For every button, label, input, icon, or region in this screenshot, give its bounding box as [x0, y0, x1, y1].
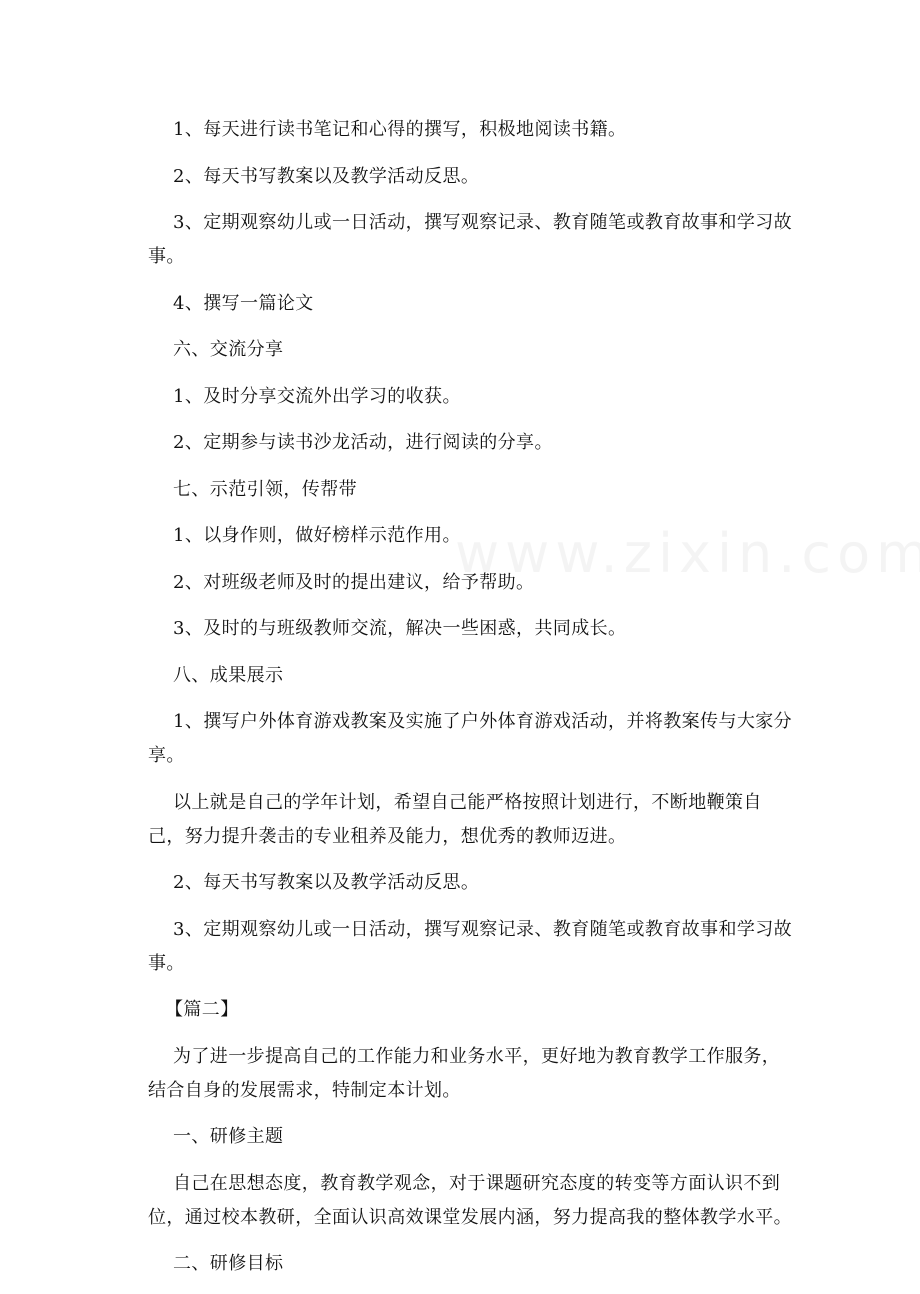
paragraph [173, 426, 813, 460]
paragraph [173, 160, 813, 194]
section-heading [165, 993, 813, 1027]
paragraph [173, 866, 813, 900]
paragraph [173, 287, 813, 321]
paragraph-line: 2、定期参与读书沙龙活动，进行阅读的分享。 [173, 432, 553, 453]
paragraph [173, 333, 813, 367]
paragraph [173, 1120, 813, 1154]
paragraph [173, 659, 813, 693]
paragraph-line: 1、以身作则，做好榜样示范作用。 [173, 525, 461, 546]
paragraph-line: 己，努力提升袭击的专业租养及能力，想优秀的教师迈进。 [148, 825, 627, 847]
paragraph-line: 1、及时分享交流外出学习的收获。 [173, 385, 461, 407]
paragraph [148, 913, 813, 981]
paragraph-line: 2、每天书写教案以及教学活动反思。 [173, 872, 480, 893]
paragraph-line: 2、每天书写教案以及教学活动反思。 [173, 165, 480, 187]
paragraph-line: 【篇二】 [165, 999, 239, 1020]
paragraph [148, 705, 813, 773]
paragraph [148, 1040, 813, 1108]
paragraph [173, 380, 813, 414]
paragraph [148, 786, 813, 854]
paragraph [173, 473, 813, 507]
paragraph-line: 3、定期观察幼儿或一日活动，撰写观察记录、教育随笔或教育故事和学习故 [173, 918, 793, 940]
paragraph-line: 享。 [148, 745, 185, 766]
paragraph-line: 3、及时的与班级教师交流，解决一些困惑，共同成长。 [173, 618, 627, 639]
document-body [148, 113, 813, 1294]
paragraph [148, 1167, 813, 1235]
paragraph-line: 自己在思想态度，教育教学观念，对于课题研究态度的转变等方面认识不到 [173, 1172, 781, 1194]
paragraph [173, 113, 813, 147]
paragraph-line: 七、示范引领，传帮带 [173, 478, 357, 500]
paragraph-line: 事。 [148, 952, 185, 974]
paragraph [173, 519, 813, 553]
paragraph-line: 结合自身的发展需求，特制定本计划。 [148, 1079, 461, 1101]
paragraph [173, 1247, 813, 1281]
paragraph-line: 以上就是自己的学年计划，希望自己能严格按照计划进行，不断地鞭策自 [173, 791, 762, 813]
paragraph [173, 566, 813, 600]
paragraph-line: 3、定期观察幼儿或一日活动，撰写观察记录、教育随笔或教育故事和学习故 [173, 212, 793, 233]
paragraph-line: 2、对班级老师及时的提出建议，给予帮助。 [173, 571, 535, 593]
paragraph-line: 六、交流分享 [173, 339, 284, 360]
paragraph-line: 1、每天进行读书笔记和心得的撰写，积极地阅读书籍。 [173, 119, 627, 140]
paragraph-line: 位，通过校本教研，全面认识高效课堂发展内涵，努力提高我的整体教学水平。 [148, 1206, 792, 1228]
paragraph-line: 二、研修目标 [173, 1253, 284, 1274]
paragraph [148, 206, 813, 274]
paragraph-line: 4、撰写一篇论文 [173, 292, 314, 314]
paragraph [173, 612, 813, 646]
paragraph-line: 一、研修主题 [173, 1126, 284, 1147]
paragraph-line: 八、成果展示 [173, 664, 284, 686]
paragraph-line: 事。 [148, 246, 185, 267]
paragraph-line: 为了进一步提高自己的工作能力和业务水平，更好地为教育教学工作服务， [173, 1045, 781, 1067]
paragraph-line: 1、撰写户外体育游戏教案及实施了户外体育游戏活动，并将教案传与大家分 [173, 711, 793, 732]
